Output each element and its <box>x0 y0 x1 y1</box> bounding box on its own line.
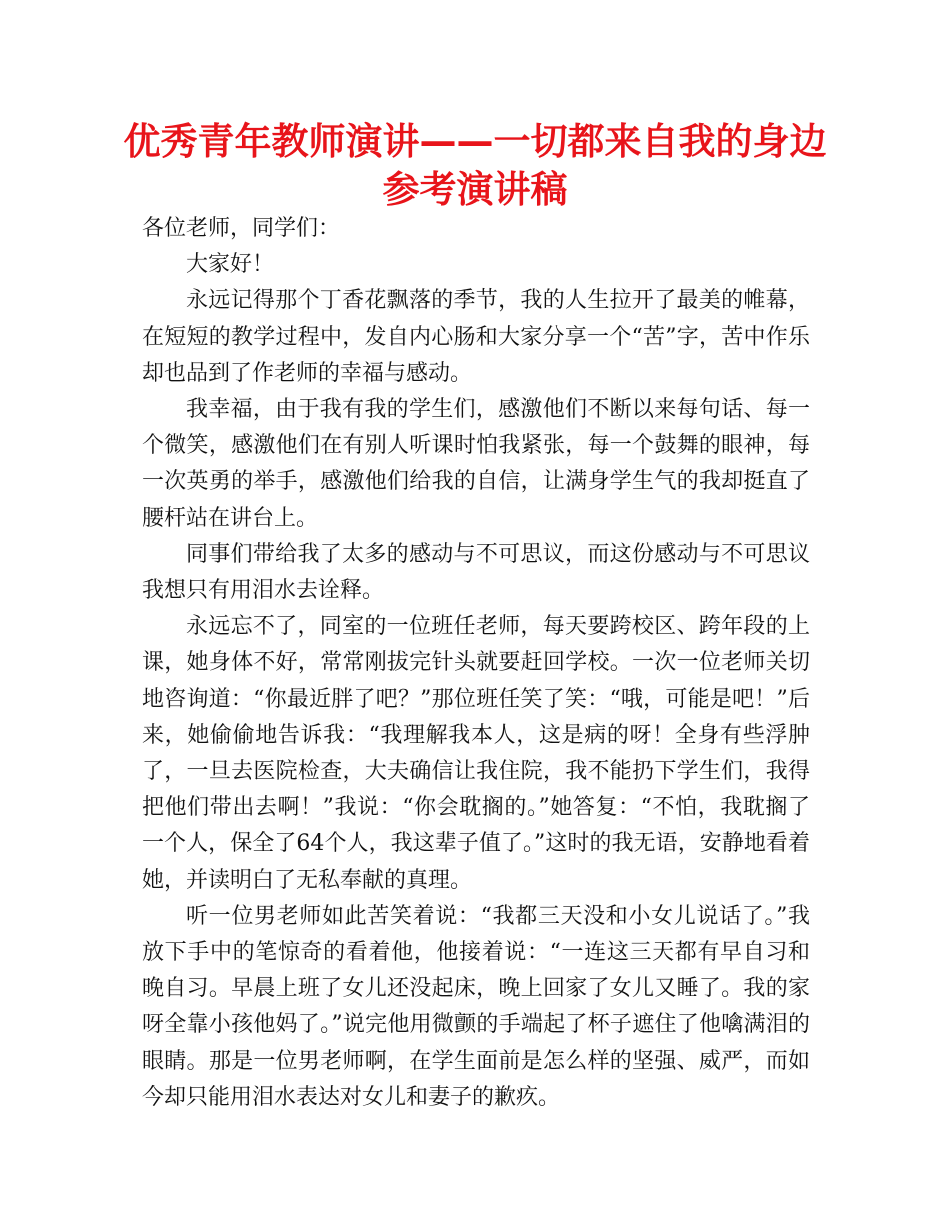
document-title: 优秀青年教师演讲——一切都来自我的身边参考演讲稿 <box>123 120 827 211</box>
salutation: 各位老师，同学们： <box>142 216 341 241</box>
paragraph-colleagues: 同事们带给我了太多的感动与不可思议，而这份感动与不可思议我想只有用泪水去诠释。 <box>142 541 810 604</box>
paragraph-head-teacher: 永远忘不了，同室的一位班任老师，每天要跨校区、跨年段的上课，她身体不好，常常刚拔完针头就要赶回学校。一次一位老师关切地咨询道：“你最近胖了吧？”那位班任笑了笑：“哦，可能是吧！”后来，她偷偷地告诉我：“我理解我本人，这是病的呀！全身有些浮肿了，一旦去医院检查，大夫确信让我住院，我不能扔下学生们，我得把他们带出去啊！”我说：“你会耽搁的。”她答复：“不怕，我耽搁了一个人，保全了64个人，我这辈子值了。”这时的我无语，安静地看着她，并读明白了无私奉献的真理。 <box>142 614 810 893</box>
paragraph-memory: 永远记得那个丁香花飘落的季节，我的人生拉开了最美的帷幕，在短短的教学过程中，发自内心肠和大家分享一个“苦”字，苦中作乐却也品到了作老师的幸福与感动。 <box>142 288 810 386</box>
paragraph-students: 我幸福，由于我有我的学生们，感激他们不断以来每句话、每一个微笑，感激他们在有别人听课时怕我紧张，每一个鼓舞的眼神，每一次英勇的举手，感激他们给我的自信，让满身学生气的我却挺直了腰杆站在讲台上。 <box>142 397 810 531</box>
document-body <box>142 211 810 1116</box>
paragraph-greeting: 大家好！ <box>186 252 275 278</box>
paragraph-male-teacher: 听一位男老师如此苦笑着说：“我都三天没和小女儿说话了。”我放下手中的笔惊奇的看着他，他接着说：“一连这三天都有早自习和晚自习。早晨上班了女儿还没起床，晚上回家了女儿又睡了。我的家呀全靠小孩他妈了。”说完他用微颤的手端起了杯子遮住了他噙满泪的眼睛。那是一位男老师啊，在学生面前是怎么样的坚强、威严，而如今却只能用泪水表达对女儿和妻子的歉疚。 <box>142 903 810 1110</box>
